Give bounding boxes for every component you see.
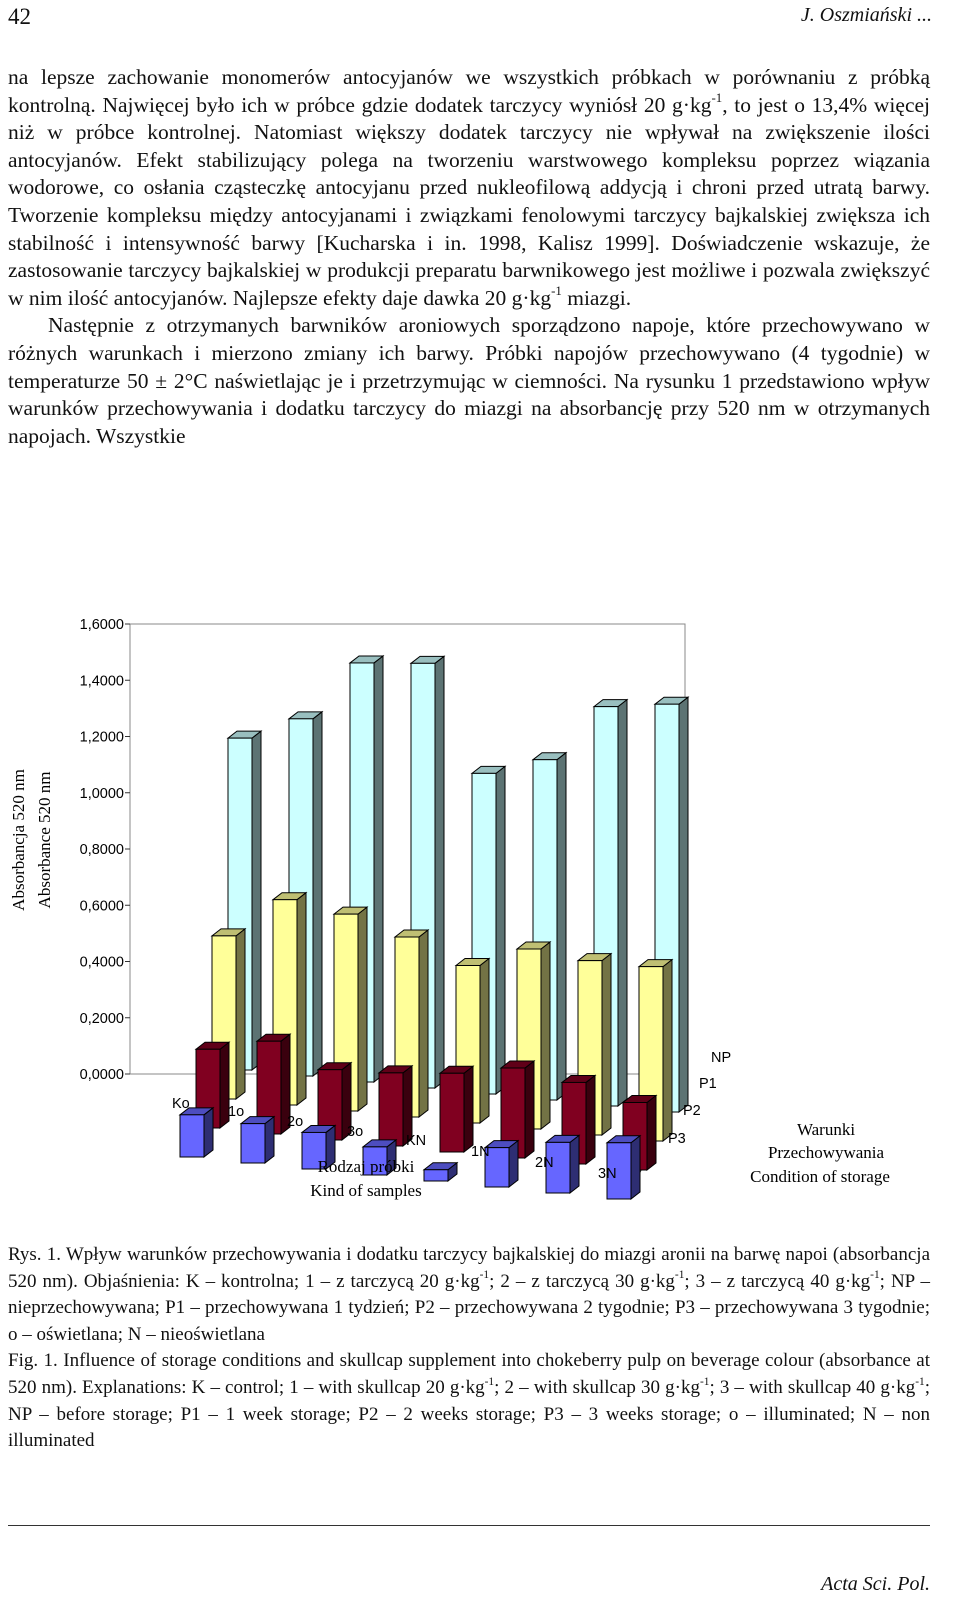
category-label-1N: 1N: [471, 1144, 490, 1160]
bar-side: [496, 766, 505, 1094]
running-title: J. Oszmiański ...: [800, 4, 932, 26]
bar-side: [419, 930, 428, 1117]
bar-side: [464, 1066, 473, 1152]
series-label-NP: NP: [711, 1050, 732, 1066]
x-axis-title-en: Kind of samples: [310, 1181, 422, 1200]
figure-1-chart: [0, 570, 960, 1225]
bar-P3-1N: [485, 1141, 518, 1187]
y-tick-label: 1,0000: [79, 785, 124, 802]
y-tick-label: 0,4000: [79, 954, 124, 971]
y-tick-label: 0,6000: [79, 898, 124, 915]
category-label-1o: 1o: [228, 1104, 245, 1120]
bar-front: [180, 1115, 204, 1157]
bar-front: [424, 1170, 448, 1181]
y-axis-title-pl: Absorbancja 520 nm: [9, 769, 28, 911]
body-text: [8, 64, 930, 450]
series-label-P3: P3: [668, 1131, 686, 1147]
bar-front: [440, 1073, 464, 1152]
bar-side: [313, 712, 322, 1076]
bar-side: [647, 1096, 656, 1171]
bar-side: [297, 893, 306, 1105]
bar-side: [570, 1135, 579, 1193]
figure-caption: [8, 1242, 930, 1455]
category-label-2N: 2N: [535, 1155, 554, 1171]
bar-side: [265, 1117, 274, 1163]
x-axis-title-pl: Rodzaj próbki: [317, 1157, 415, 1176]
footer-rule: [8, 1525, 930, 1526]
category-label-3o: 3o: [347, 1124, 364, 1140]
y-tick-label: 0,0000: [79, 1067, 124, 1083]
y-tick-label: 1,2000: [79, 729, 124, 746]
category-label-3N: 3N: [598, 1166, 617, 1182]
bar-side: [236, 929, 245, 1099]
y-tick-label: 1,6000: [79, 617, 124, 633]
paragraph-1: na lepsze zachowanie monomerów antocyjanów we wszystkich próbkach w porównaniu z próbką kontrolną. Najwięcej było ich w próbce gdzie dodatek tarczycy wyniósł 20 $g\cdot kg^{-1}$, to jest o 13,4% więcej niż w próbce kontrolnej. Natomiast większy dodatek tarczycy nie wpływał na zwiększenie ilości antocyjanów. Efekt stabilizujący polega na tworzeniu warstwowego kompleksu poprzez wiązania wodorowe, co osłania cząsteczkę antocyjanu przed nukleofilową addycją i chroni przed utratą barwy. Tworzenie kompleksu między antocyjanami i związkami fenolowymi tarczycy bajkalskiej zwiększa ich stabilność i intensywność barwy [Kucharska i in. 1998, Kalisz 1999]. Doświadczenie wskazuje, że zastosowanie tarczycy bajkalskiej w produkcji preparatu barwnikowego jest możliwe i pozwala zwiększyć w nim ilość antocyjanów. Najlepsze efekty daje dawka 20 $g\cdot kg^{-1}$ miazgi.: [8, 65, 930, 310]
caption-english: Fig. 1. Influence of storage conditions and skullcap supplement into chokeberry pulp on beverage colour (absorbance at 520 nm). Explanations: K – control; 1 – with skullcap 20 $g\cdot kg^{-1}$; 2 – with skullcap 30 $g\cdot kg^{-1}$; 3 – with skullcap 40 $g\cdot kg^{-1}$; NP – before storage; P1 – 1 week storage; P2 – 2 weeks storage; P3 – 3 weeks storage; o – illuminated; N – non illuminated: [8, 1350, 931, 1452]
bar-P3-1o: [241, 1117, 274, 1163]
bar-side: [374, 656, 383, 1082]
bar-side: [480, 959, 489, 1124]
series-label-P1: P1: [699, 1076, 717, 1092]
bar-side: [252, 731, 261, 1070]
bar-side: [358, 907, 367, 1111]
y-tick-label: 0,2000: [79, 1010, 124, 1027]
z-axis-title-en: Condition of storage: [750, 1167, 890, 1186]
caption-polish: Rys. 1. Wpływ warunków przechowywania i dodatku tarczycy bajkalskiej do miazgi aronii na barwę napoi (absorbancja 520 nm). Objaśnienia: K – kontrolna; 1 – z tarczycą 20 $g\cdot kg^{-1}$; 2 – z tarczycą 30 $g\cdot kg^{-1}$; 3 – z tarczycą 40 $g\cdot kg^{-1}$; NP – nieprzechowywana; P1 – przechowywana 1 tydzień; P2 – przechowywana 2 tygodnie; P3 – przechowywana 3 tygodnie; o – oświetlana; N – nieoświetlana: [8, 1244, 931, 1345]
bar-front: [241, 1124, 265, 1163]
category-label-KN: KN: [406, 1133, 427, 1149]
bar-side: [557, 753, 566, 1100]
z-axis-title-pl-1: Warunki: [796, 1120, 856, 1139]
bar-side: [509, 1141, 518, 1187]
bar-side: [586, 1075, 595, 1164]
category-label-Ko: Ko: [172, 1096, 190, 1112]
bar-side: [618, 700, 627, 1106]
bar-P2-KN: [440, 1066, 473, 1152]
bar-front: [379, 1073, 403, 1146]
journal-name: Acta Sci. Pol.: [821, 1573, 930, 1595]
category-label-2o: 2o: [287, 1114, 304, 1130]
bar-side: [525, 1061, 534, 1158]
page-number: 42: [8, 4, 31, 29]
y-axis-title-en: Absorbance 520 nm: [35, 771, 54, 909]
bar-side: [204, 1108, 213, 1157]
y-tick-label: 0,8000: [79, 842, 124, 858]
z-axis-title-pl-2: Przechowywania: [767, 1143, 885, 1162]
bar-side: [602, 954, 611, 1135]
bar-side: [631, 1136, 640, 1199]
bar-side: [663, 960, 672, 1141]
bar-P3-KN: [424, 1163, 457, 1181]
bar-side: [679, 697, 688, 1112]
bar-P3-Ko: [180, 1108, 213, 1157]
y-tick-label: 1,4000: [79, 673, 124, 690]
bar-side: [435, 656, 444, 1088]
bar-side: [541, 942, 550, 1129]
page-header: [8, 4, 932, 34]
series-label-P2: P2: [683, 1103, 701, 1119]
paragraph-2: Następnie z otrzymanych barwników aroniowych sporządzono napoje, które przechowywano w różnych warunkach i mierzono zmiany ich barwy. Próbki napojów przechowywano (4 tygodnie) w temperaturze 50 ± 2°C naświetlając je i przetrzymując w ciemności. Na rysunku 1 przedstawiono wpływ warunków przechowywania i dodatku tarczycy do miazgi na absorbancję przy 520 nm w otrzymanych napojach. Wszystkie: [8, 313, 930, 448]
